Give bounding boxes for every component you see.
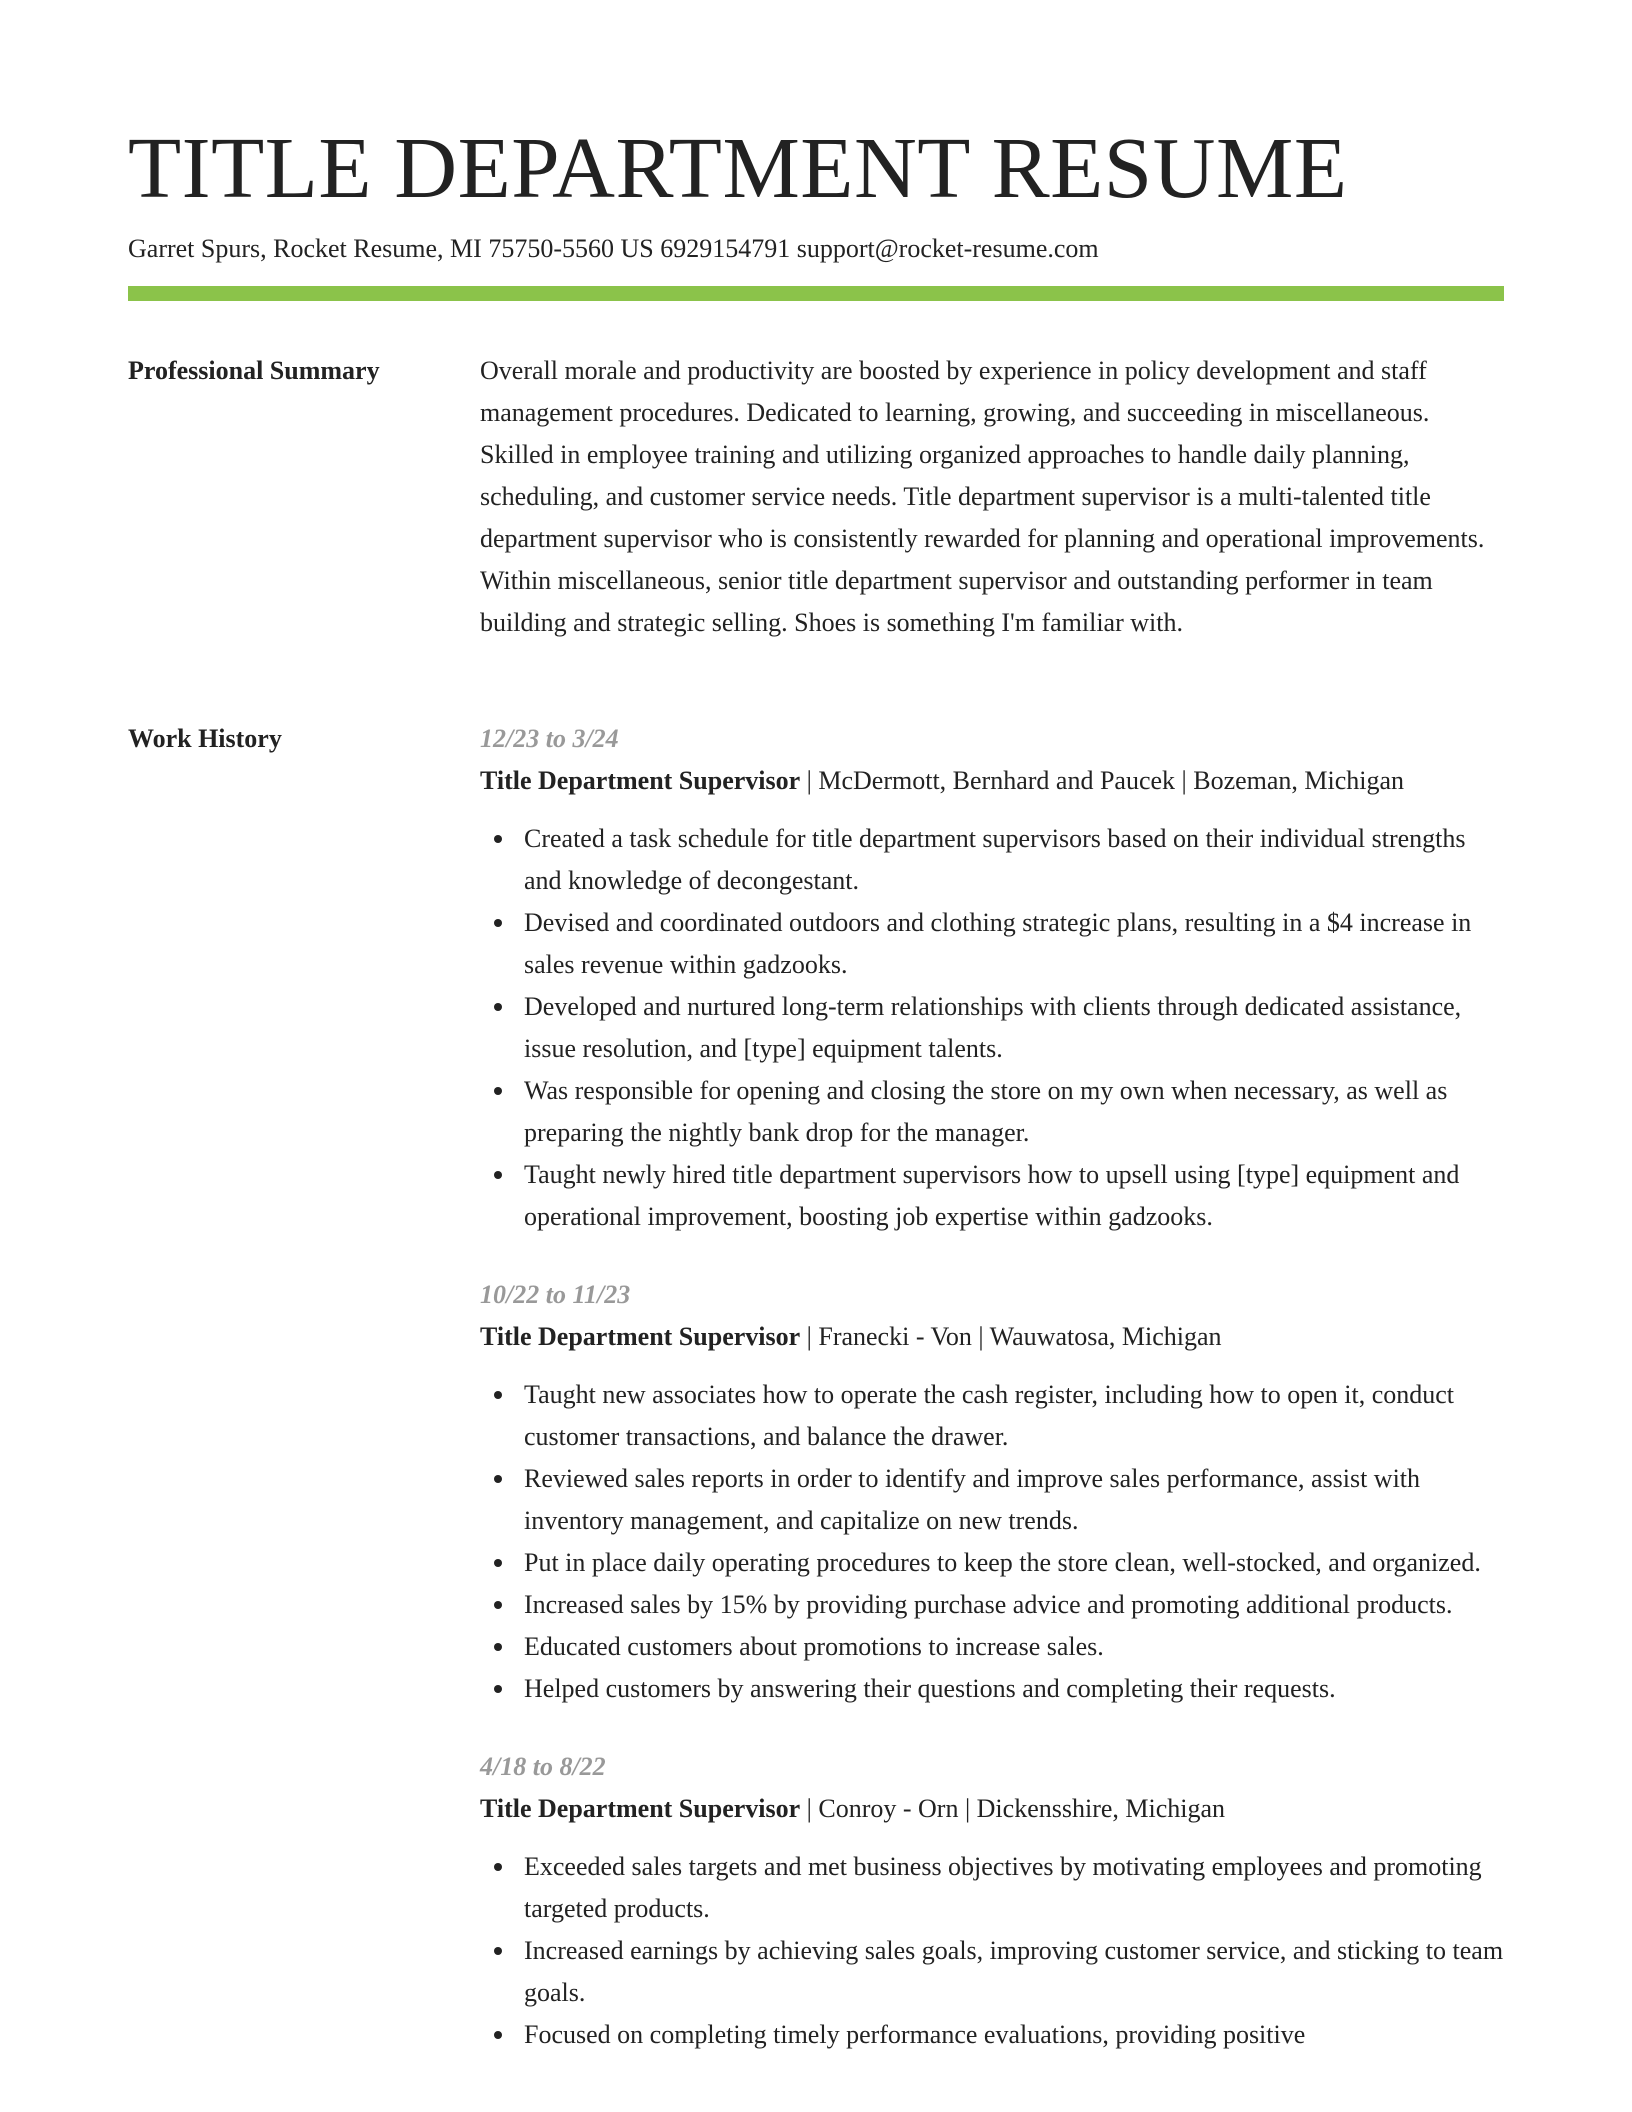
job-bullet-item: Educated customers about promotions to increase sales.: [524, 1626, 1504, 1668]
job-bullet-item: Focused on completing timely performance evaluations, providing positive: [524, 2014, 1504, 2056]
resume-title: TITLE DEPARTMENT RESUME: [128, 119, 1348, 216]
job-bullet-item: Was responsible for opening and closing the store on my own when necessary, as well as preparing the nightly bank drop for the manager.: [524, 1070, 1504, 1154]
job-bullet-item: Devised and coordinated outdoors and clothing strategic plans, resulting in a $4 increase in sales revenue within gadzooks.: [524, 902, 1504, 986]
job-heading: [480, 760, 1504, 802]
summary-body: [480, 350, 1504, 644]
job-dates: 10/22 to 11/23: [480, 1280, 631, 1309]
job-bullet-item: Put in place daily operating procedures to keep the store clean, well-stocked, and organized.: [524, 1542, 1504, 1584]
job-employer-location: | Conroy - Orn | Dickensshire, Michigan: [800, 1794, 1226, 1823]
job-bullet-item: Helped customers by answering their questions and completing their requests.: [524, 1668, 1504, 1710]
job-entry: [480, 1746, 1504, 2056]
job-heading: [480, 1316, 1504, 1358]
job-bullet-item: Created a task schedule for title department supervisors based on their individual strengths and knowledge of decongestant.: [524, 818, 1504, 902]
job-bullet-item: Exceeded sales targets and met business objectives by motivating employees and promoting targeted products.: [524, 1846, 1504, 1930]
job-title: Title Department Supervisor: [480, 766, 801, 795]
job-bullet-list: [480, 1846, 1504, 2056]
job-bullet-item: Reviewed sales reports in order to identify and improve sales performance, assist with inventory management, and capitalize on new trends.: [524, 1458, 1504, 1542]
job-heading: [480, 1788, 1504, 1830]
job-dates: 4/18 to 8/22: [480, 1752, 606, 1781]
work-history-body: [480, 718, 1504, 2092]
job-bullet-item: Increased earnings by achieving sales goals, improving customer service, and sticking to team goals.: [524, 1930, 1504, 2014]
section-label-work-history: Work History: [128, 724, 282, 753]
job-employer-location: | McDermott, Bernhard and Paucek | Bozeman, Michigan: [800, 766, 1405, 795]
job-entry: [480, 1274, 1504, 1710]
job-bullet-list: [480, 1374, 1504, 1710]
job-entry: [480, 718, 1504, 1238]
job-bullet-item: Increased sales by 15% by providing purchase advice and promoting additional products.: [524, 1584, 1504, 1626]
job-bullet-list: [480, 818, 1504, 1238]
job-bullet-item: Taught newly hired title department supervisors how to upsell using [type] equipment and operational improvement, boosting job expertise within gadzooks.: [524, 1154, 1504, 1238]
job-dates: 12/23 to 3/24: [480, 724, 619, 753]
contact-line: Garret Spurs, Rocket Resume, MI 75750-5560 US 6929154791 support@rocket-resume.com: [128, 234, 1099, 263]
job-bullet-item: Taught new associates how to operate the cash register, including how to open it, conduct customer transactions, and balance the drawer.: [524, 1374, 1504, 1458]
job-title: Title Department Supervisor: [480, 1322, 801, 1351]
section-label-summary: Professional Summary: [128, 356, 380, 385]
job-employer-location: | Franecki - Von | Wauwatosa, Michigan: [800, 1322, 1222, 1351]
header-divider: [128, 286, 1504, 301]
job-title: Title Department Supervisor: [480, 1794, 801, 1823]
job-bullet-item: Developed and nurtured long-term relationships with clients through dedicated assistance, issue resolution, and [type] equipment talents.: [524, 986, 1504, 1070]
summary-text: Overall morale and productivity are boosted by experience in policy development and staff management procedures. Dedicated to learning, growing, and succeeding in miscellaneous. Skilled in employee training and utilizing organized approaches to handle daily planning, scheduling, and customer service needs. Title department supervisor is a multi-talented title department supervisor who is consistently rewarded for planning and operational improvements. Within miscellaneous, senior title department supervisor and outstanding performer in team building and strategic selling. Shoes is something I'm familiar with.: [480, 356, 1485, 637]
